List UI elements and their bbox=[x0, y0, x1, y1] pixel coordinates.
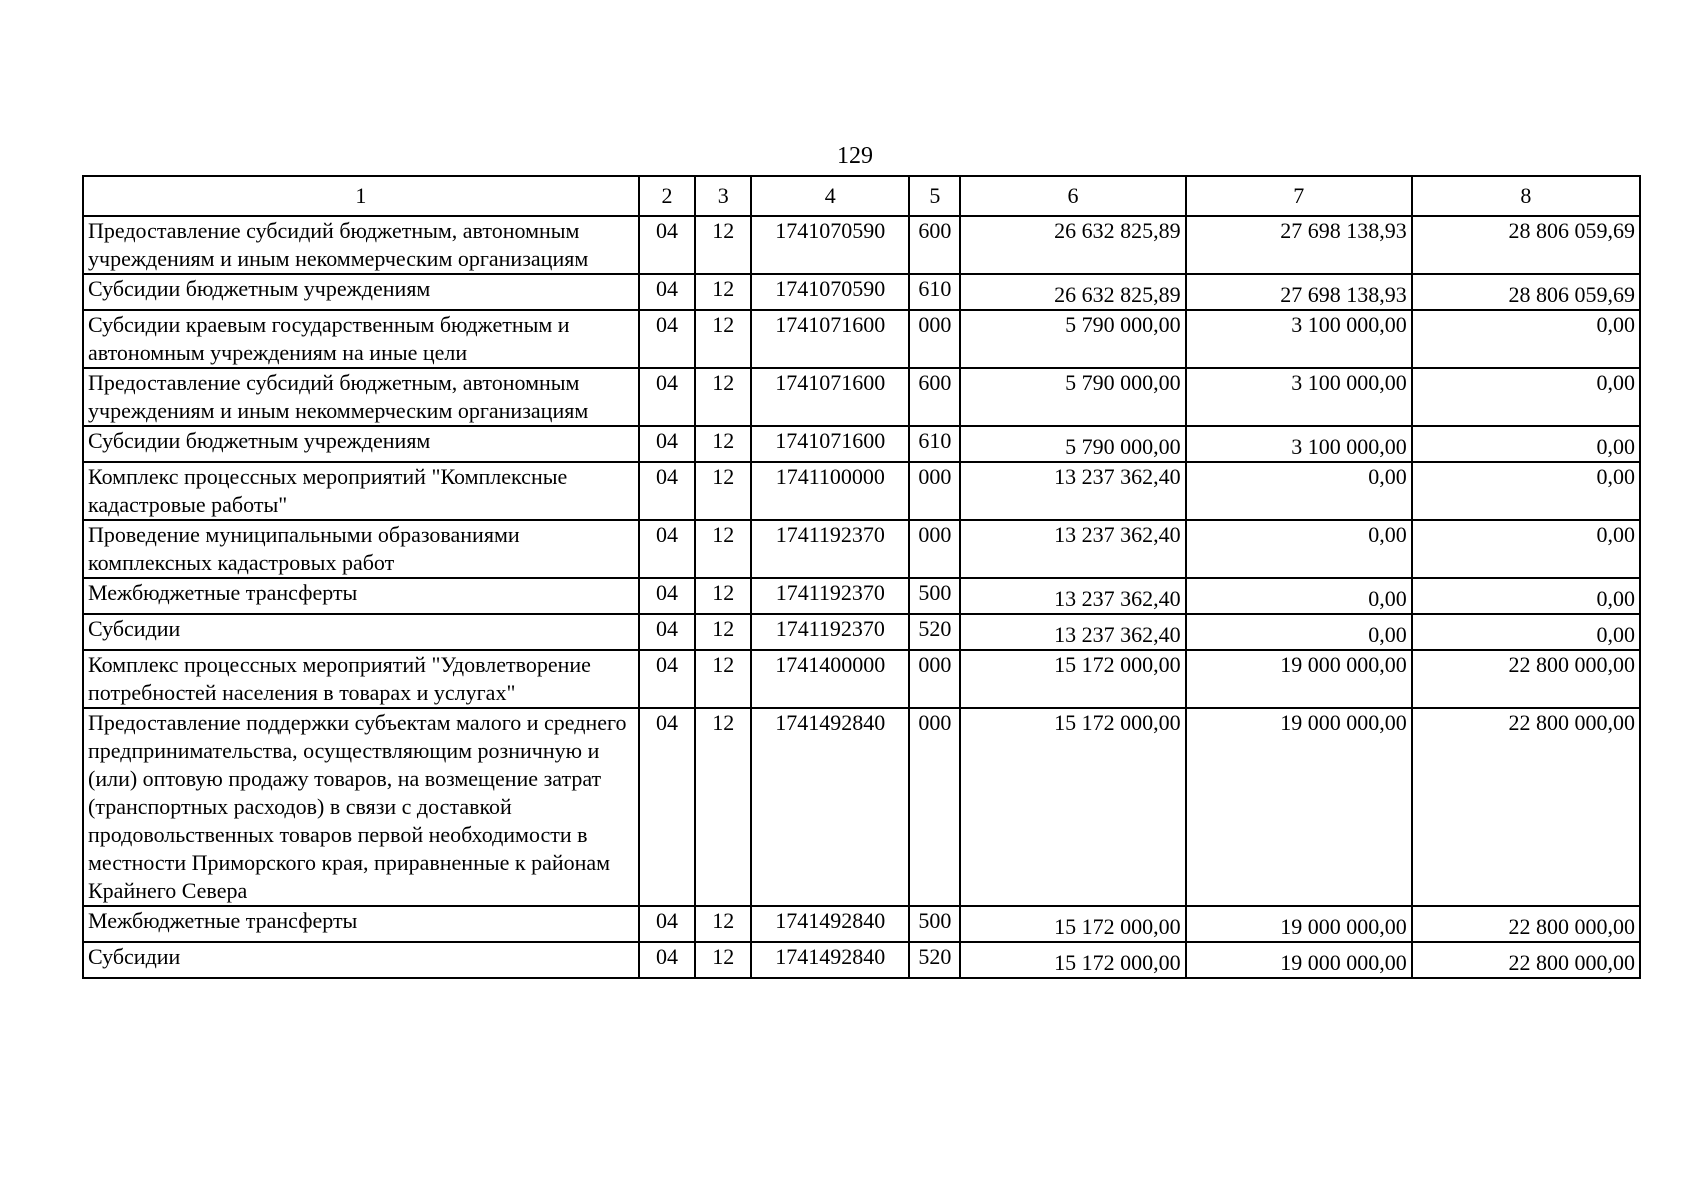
row-target-code: 1741492840 bbox=[751, 906, 909, 942]
row-name: Субсидии bbox=[83, 614, 639, 650]
table-row bbox=[83, 578, 1640, 614]
row-amount-col7: 0,00 bbox=[1186, 614, 1412, 650]
row-amount-col8: 0,00 bbox=[1412, 368, 1640, 426]
row-amount-col8: 0,00 bbox=[1412, 310, 1640, 368]
budget-table bbox=[82, 175, 1641, 979]
table-row bbox=[83, 462, 1640, 520]
row-section: 04 bbox=[639, 708, 695, 906]
row-name: Комплекс процессных мероприятий "Комплексные кадастровые работы" bbox=[83, 462, 639, 520]
column-header: 3 bbox=[695, 176, 751, 216]
row-amount-col8: 0,00 bbox=[1412, 520, 1640, 578]
row-subsection: 12 bbox=[695, 274, 751, 310]
row-name: Предоставление поддержки субъектам малого и среднего предпринимательства, осуществляющим розничную и (или) оптовую продажу товаров, на возмещение затрат (транспортных расходов) в связи с доставкой продовольственных товаров первой необходимости в местности Приморского края, приравненные к районам Крайнего Севера bbox=[83, 708, 639, 906]
row-section: 04 bbox=[639, 614, 695, 650]
column-header: 7 bbox=[1186, 176, 1412, 216]
row-amount-col7: 0,00 bbox=[1186, 520, 1412, 578]
row-amount-col6: 5 790 000,00 bbox=[960, 310, 1185, 368]
row-section: 04 bbox=[639, 368, 695, 426]
row-section: 04 bbox=[639, 906, 695, 942]
row-target-code: 1741071600 bbox=[751, 368, 909, 426]
row-amount-col7: 0,00 bbox=[1186, 462, 1412, 520]
row-expense-type: 000 bbox=[909, 520, 960, 578]
table-row bbox=[83, 906, 1640, 942]
row-amount-col8: 0,00 bbox=[1412, 614, 1640, 650]
row-section: 04 bbox=[639, 426, 695, 462]
column-header: 6 bbox=[960, 176, 1185, 216]
table-row bbox=[83, 942, 1640, 978]
table-row bbox=[83, 426, 1640, 462]
row-subsection: 12 bbox=[695, 462, 751, 520]
row-target-code: 1741071600 bbox=[751, 310, 909, 368]
row-amount-col8: 22 800 000,00 bbox=[1412, 942, 1640, 978]
row-amount-col8: 0,00 bbox=[1412, 426, 1640, 462]
row-amount-col7: 3 100 000,00 bbox=[1186, 310, 1412, 368]
row-amount-col7: 3 100 000,00 bbox=[1186, 426, 1412, 462]
row-name: Межбюджетные трансферты bbox=[83, 906, 639, 942]
row-expense-type: 500 bbox=[909, 578, 960, 614]
row-amount-col8: 0,00 bbox=[1412, 462, 1640, 520]
row-amount-col7: 3 100 000,00 bbox=[1186, 368, 1412, 426]
row-amount-col6: 5 790 000,00 bbox=[960, 426, 1185, 462]
row-expense-type: 000 bbox=[909, 650, 960, 708]
row-expense-type: 000 bbox=[909, 708, 960, 906]
row-section: 04 bbox=[639, 274, 695, 310]
row-amount-col7: 0,00 bbox=[1186, 578, 1412, 614]
header-row bbox=[83, 176, 1640, 216]
row-subsection: 12 bbox=[695, 650, 751, 708]
row-target-code: 1741192370 bbox=[751, 520, 909, 578]
row-subsection: 12 bbox=[695, 942, 751, 978]
row-name: Субсидии краевым государственным бюджетным и автономным учреждениям на иные цели bbox=[83, 310, 639, 368]
table-row bbox=[83, 274, 1640, 310]
row-section: 04 bbox=[639, 462, 695, 520]
row-target-code: 1741400000 bbox=[751, 650, 909, 708]
row-expense-type: 000 bbox=[909, 310, 960, 368]
row-amount-col8: 22 800 000,00 bbox=[1412, 906, 1640, 942]
row-name: Межбюджетные трансферты bbox=[83, 578, 639, 614]
row-amount-col7: 27 698 138,93 bbox=[1186, 274, 1412, 310]
row-amount-col8: 28 806 059,69 bbox=[1412, 216, 1640, 274]
row-name: Субсидии бюджетным учреждениям bbox=[83, 274, 639, 310]
row-amount-col8: 22 800 000,00 bbox=[1412, 650, 1640, 708]
row-target-code: 1741192370 bbox=[751, 578, 909, 614]
row-section: 04 bbox=[639, 310, 695, 368]
row-section: 04 bbox=[639, 650, 695, 708]
row-target-code: 1741070590 bbox=[751, 216, 909, 274]
row-target-code: 1741070590 bbox=[751, 274, 909, 310]
row-subsection: 12 bbox=[695, 520, 751, 578]
row-target-code: 1741100000 bbox=[751, 462, 909, 520]
row-subsection: 12 bbox=[695, 368, 751, 426]
row-amount-col7: 19 000 000,00 bbox=[1186, 942, 1412, 978]
row-subsection: 12 bbox=[695, 614, 751, 650]
row-expense-type: 600 bbox=[909, 216, 960, 274]
row-expense-type: 520 bbox=[909, 614, 960, 650]
row-expense-type: 610 bbox=[909, 274, 960, 310]
row-expense-type: 610 bbox=[909, 426, 960, 462]
row-name: Субсидии bbox=[83, 942, 639, 978]
table-row bbox=[83, 520, 1640, 578]
row-expense-type: 000 bbox=[909, 462, 960, 520]
table-row bbox=[83, 310, 1640, 368]
row-amount-col8: 22 800 000,00 bbox=[1412, 708, 1640, 906]
row-target-code: 1741192370 bbox=[751, 614, 909, 650]
row-subsection: 12 bbox=[695, 578, 751, 614]
row-amount-col6: 26 632 825,89 bbox=[960, 216, 1185, 274]
row-subsection: 12 bbox=[695, 216, 751, 274]
table-row bbox=[83, 216, 1640, 274]
row-expense-type: 520 bbox=[909, 942, 960, 978]
column-header: 1 bbox=[83, 176, 639, 216]
row-amount-col6: 15 172 000,00 bbox=[960, 708, 1185, 906]
row-name: Предоставление субсидий бюджетным, автономным учреждениям и иным некоммерческим организациям bbox=[83, 368, 639, 426]
row-target-code: 1741071600 bbox=[751, 426, 909, 462]
row-amount-col6: 13 237 362,40 bbox=[960, 578, 1185, 614]
row-name: Комплекс процессных мероприятий "Удовлетворение потребностей населения в товарах и услугах" bbox=[83, 650, 639, 708]
column-header: 8 bbox=[1412, 176, 1640, 216]
row-amount-col6: 13 237 362,40 bbox=[960, 462, 1185, 520]
row-amount-col6: 15 172 000,00 bbox=[960, 942, 1185, 978]
row-expense-type: 600 bbox=[909, 368, 960, 426]
column-header: 5 bbox=[909, 176, 960, 216]
row-amount-col8: 0,00 bbox=[1412, 578, 1640, 614]
table-row bbox=[83, 650, 1640, 708]
row-amount-col7: 19 000 000,00 bbox=[1186, 708, 1412, 906]
row-subsection: 12 bbox=[695, 426, 751, 462]
row-section: 04 bbox=[639, 216, 695, 274]
row-target-code: 1741492840 bbox=[751, 708, 909, 906]
row-amount-col6: 26 632 825,89 bbox=[960, 274, 1185, 310]
row-amount-col7: 19 000 000,00 bbox=[1186, 650, 1412, 708]
column-header: 2 bbox=[639, 176, 695, 216]
table-row bbox=[83, 368, 1640, 426]
row-amount-col6: 15 172 000,00 bbox=[960, 650, 1185, 708]
row-amount-col7: 27 698 138,93 bbox=[1186, 216, 1412, 274]
row-subsection: 12 bbox=[695, 906, 751, 942]
table-row bbox=[83, 614, 1640, 650]
row-section: 04 bbox=[639, 942, 695, 978]
row-name: Проведение муниципальными образованиями комплексных кадастровых работ bbox=[83, 520, 639, 578]
row-amount-col6: 15 172 000,00 bbox=[960, 906, 1185, 942]
table-row bbox=[83, 708, 1640, 906]
row-amount-col7: 19 000 000,00 bbox=[1186, 906, 1412, 942]
page-number: 129 bbox=[837, 143, 873, 169]
row-name: Предоставление субсидий бюджетным, автономным учреждениям и иным некоммерческим организациям bbox=[83, 216, 639, 274]
row-section: 04 bbox=[639, 520, 695, 578]
row-amount-col6: 13 237 362,40 bbox=[960, 614, 1185, 650]
row-section: 04 bbox=[639, 578, 695, 614]
row-amount-col6: 13 237 362,40 bbox=[960, 520, 1185, 578]
row-expense-type: 500 bbox=[909, 906, 960, 942]
row-name: Субсидии бюджетным учреждениям bbox=[83, 426, 639, 462]
row-amount-col6: 5 790 000,00 bbox=[960, 368, 1185, 426]
row-target-code: 1741492840 bbox=[751, 942, 909, 978]
row-subsection: 12 bbox=[695, 708, 751, 906]
column-header: 4 bbox=[751, 176, 909, 216]
row-amount-col8: 28 806 059,69 bbox=[1412, 274, 1640, 310]
row-subsection: 12 bbox=[695, 310, 751, 368]
